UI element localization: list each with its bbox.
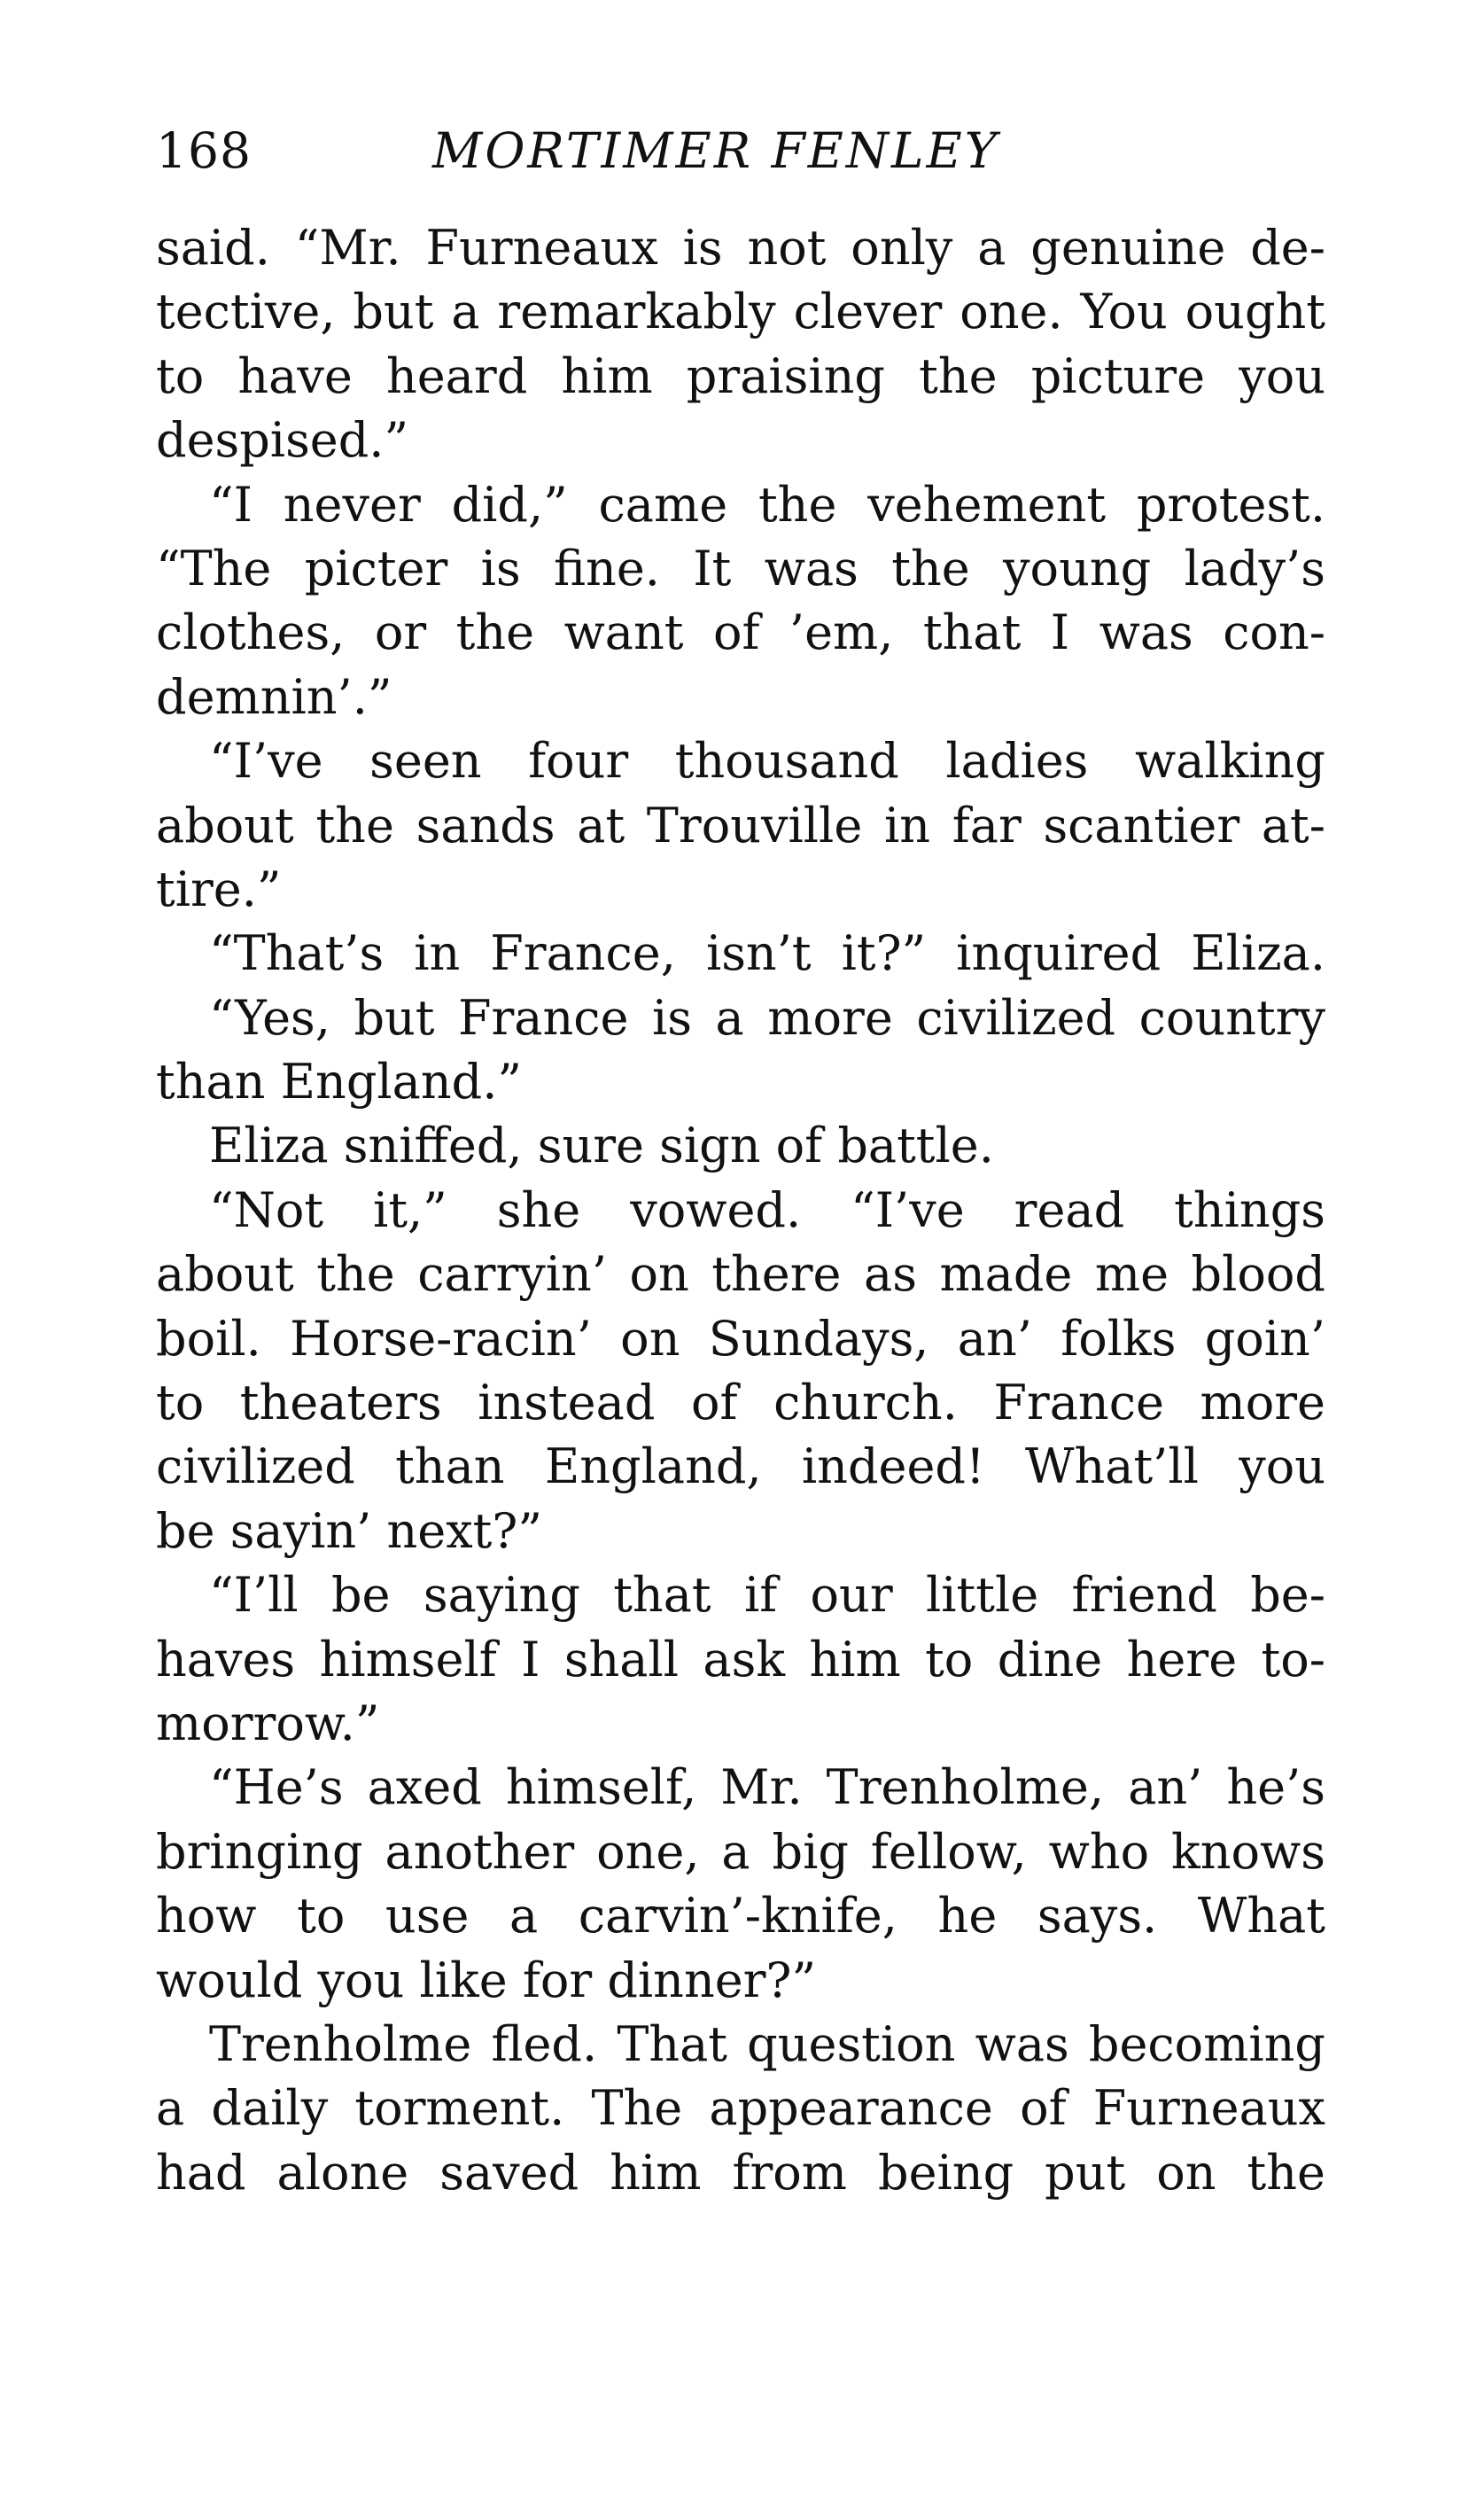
text-line: “He’s axed himself, Mr. Trenholme, an’ he’s: [209, 1759, 1325, 1816]
text-line: had alone saved him from being put on the: [156, 2144, 1325, 2201]
text-line: a daily torment. The appearance of Furneaux: [156, 2080, 1325, 2137]
text-line: about the sands at Trouville in far scantier at-: [156, 797, 1325, 853]
text-line: morrow.”: [156, 1695, 380, 1751]
text-line: tective, but a remarkably clever one. You ought: [156, 284, 1325, 340]
text-line: “That’s in France, isn’t it?” inquired Eliza.: [209, 925, 1325, 982]
text-line: to have heard him praising the picture you: [156, 347, 1325, 404]
text-line: would you like for dinner?”: [156, 1952, 817, 2008]
text-line: “I’ll be saying that if our little friend be-: [209, 1567, 1325, 1624]
text-line: demnin’.”: [156, 668, 392, 725]
text-line: about the carryin’ on there as made me blood: [156, 1246, 1325, 1303]
text-line: “Yes, but France is a more civilized country: [209, 989, 1325, 1046]
body-text: [156, 216, 1325, 2205]
page-number: 168: [156, 122, 252, 179]
page-header: [156, 115, 1325, 186]
text-line: to theaters instead of church. France more: [156, 1375, 1325, 1431]
text-line: boil. Horse-racin’ on Sundays, an’ folks goin’: [156, 1310, 1325, 1367]
text-line: how to use a carvin’-knife, he says. What: [156, 1888, 1325, 1944]
text-line: clothes, or the want of ’em, that I was con-: [156, 604, 1325, 661]
text-line: haves himself I shall ask him to dine here to-: [156, 1631, 1325, 1687]
running-head-title: MORTIMER FENLEY: [432, 122, 1000, 179]
text-line: Eliza sniffed, sure sign of battle.: [209, 1118, 994, 1174]
text-line: tire.”: [156, 861, 282, 917]
text-line: Trenholme fled. That question was becoming: [209, 2015, 1325, 2072]
text-line: “Not it,” she vowed. “I’ve read things: [209, 1181, 1325, 1238]
text-line: civilized than England, indeed! What’ll you: [156, 1438, 1325, 1495]
text-line: than England.”: [156, 1054, 522, 1110]
text-line: despised.”: [156, 412, 409, 469]
text-line: “I’ve seen four thousand ladies walking: [209, 733, 1325, 790]
text-line: be sayin’ next?”: [156, 1502, 542, 1559]
text-line: “The picter is fine. It was the young lady’s: [156, 540, 1325, 596]
text-line: “I never did,” came the vehement protest.: [209, 476, 1325, 533]
text-line: said. “Mr. Furneaux is not only a genuine de-: [156, 220, 1325, 276]
text-line: bringing another one, a big fellow, who knows: [156, 1823, 1325, 1880]
